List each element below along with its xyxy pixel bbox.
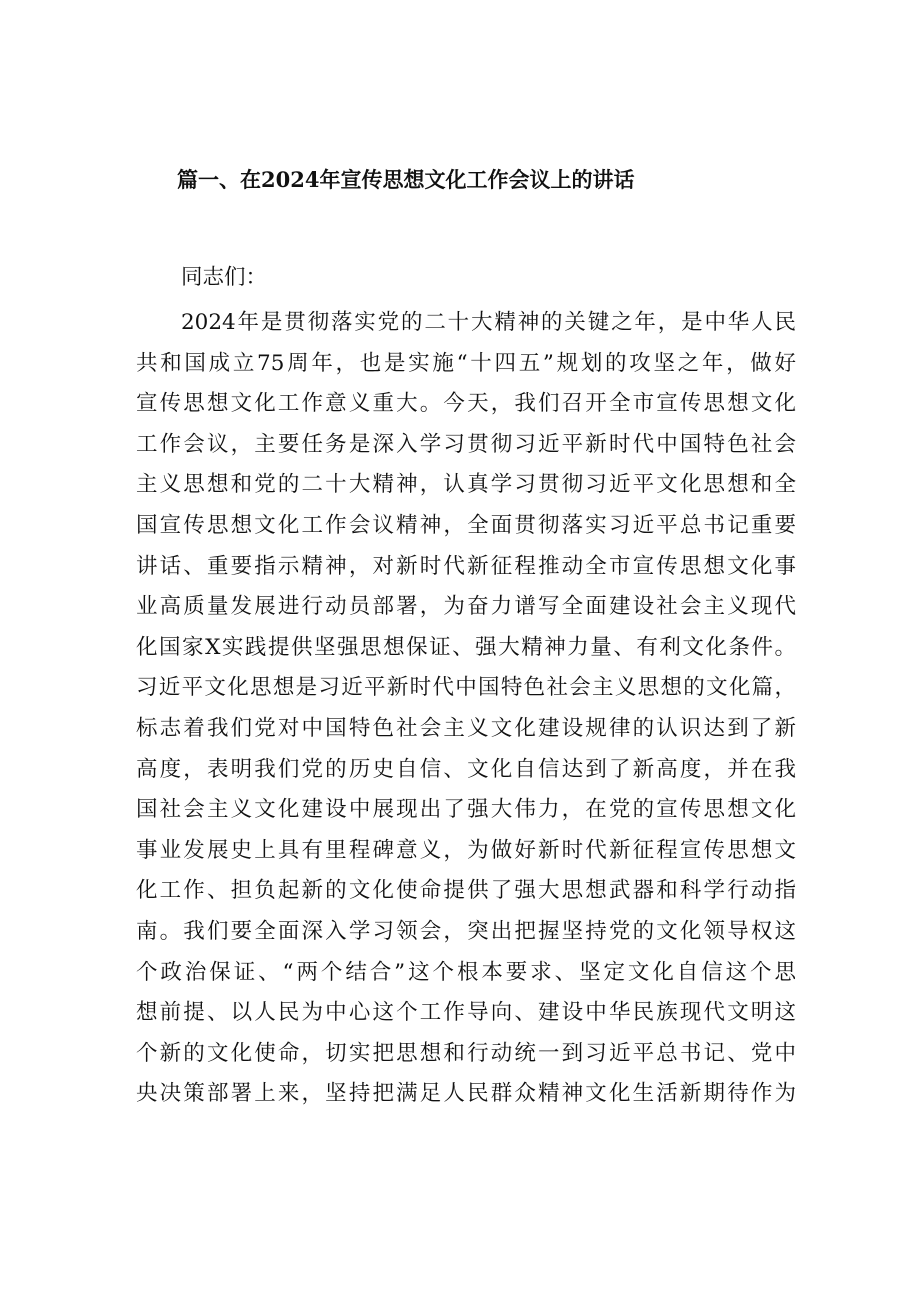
document-title: 篇一、在2024年宣传思想文化工作会议上的讲话 — [177, 167, 635, 192]
body-line: 习近平文化思想是习近平新时代中国特色社会主义思想的文化篇， — [136, 675, 796, 701]
body-line: 央决策部署上来，坚持把满足人民群众精神文化生活新期待作为 — [136, 1081, 796, 1107]
body-line: 业高质量发展进行动员部署，为奋力谱写全面建设社会主义现代 — [136, 594, 796, 620]
body-line: 国宣传思想文化工作会议精神，全面贯彻落实习近平总书记重要 — [136, 513, 796, 538]
body-line: 国社会主义文化建设中展现出了强大伟力，在党的宣传思想文化 — [136, 797, 796, 823]
body-line: 标志着我们党对中国特色社会主义文化建设规律的认识达到了新 — [136, 716, 796, 741]
body-line: 想前提、以人民为中心这个工作导向、建设中华民族现代文明这 — [136, 1000, 796, 1026]
body-line: 事业发展史上具有里程碑意义，为做好新时代新征程宣传思想文 — [136, 837, 796, 863]
body-line: 讲话、重要指示精神，对新时代新征程推动全市宣传思想文化事 — [136, 553, 796, 579]
body-line: 工作会议，主要任务是深入学习贯彻习近平新时代中国特色社会 — [136, 431, 796, 457]
body-line: 主义思想和党的二十大精神，认真学习贯彻习近平文化思想和全 — [136, 472, 796, 498]
body-line: 南。我们要全面深入学习领会，突出把握坚持党的文化领导权这 — [136, 919, 796, 944]
body-line: 宣传思想文化工作意义重大。今天，我们召开全市宣传思想文化 — [136, 391, 796, 417]
salutation: 同志们： — [181, 265, 268, 290]
body-line: 个政治保证、“两个结合”这个根本要求、坚定文化自信这个思 — [136, 959, 796, 985]
body-line: 高度，表明我们党的历史自信、文化自信达到了新高度，并在我 — [136, 756, 796, 782]
body-line: 2024年是贯彻落实党的二十大精神的关键之年，是中华人民 — [181, 310, 796, 335]
body-line: 化工作、担负起新的文化使命提供了强大思想武器和科学行动指 — [136, 878, 796, 904]
body-line: 共和国成立75周年，也是实施“十四五”规划的攻坚之年，做好 — [136, 350, 796, 376]
body-line: 个新的文化使命，切实把思想和行动统一到习近平总书记、党中 — [136, 1040, 796, 1066]
body-line: 化国家X实践提供坚强思想保证、强大精神力量、有利文化条件。 — [136, 634, 796, 660]
